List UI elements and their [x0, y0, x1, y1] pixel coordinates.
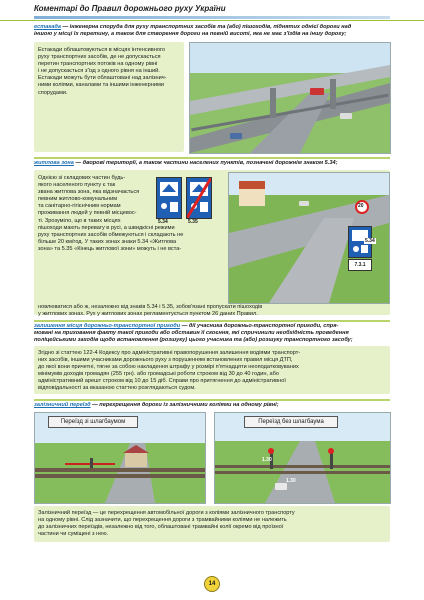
sign-b-label: 5.35: [188, 219, 198, 225]
s2-body-line: новлюватися або ж, незалежно від знаків 5.34 і 5.35, зобов'язані пропускати пішоходів: [38, 304, 263, 310]
s2-body-mid: [38, 225, 224, 253]
divider: [34, 320, 390, 322]
s4-body-line: на одному рівні. Слід зазначити, що перехрещення дороги з трамвайними коліями не належить: [38, 517, 287, 524]
s1-def1: — інженерна споруда для руху транспортних засобів та (або) пішоходів, піднятих однієї дороги над: [60, 24, 352, 30]
s4-def: — перехрещення дороги із залізничними коліями на одному рівні;: [90, 402, 279, 408]
s1-body-line: і не допускається з'їзд з одного рівня на інший.: [38, 68, 160, 75]
s3-term: залишення місця дорожньо-транспортної пригоди: [34, 323, 181, 329]
s3-def-line3: поліцейськими заходів щодо встановлення (розшуку) цього учасника та (або) розшуку транспортного засобу;: [34, 337, 353, 343]
page-number: 14: [204, 576, 220, 592]
marking-label-a: 1.30: [262, 457, 272, 463]
s1-body-line: руху транспортних засобів, де не допускається: [38, 54, 161, 61]
s3-body-line: мінімумів доходів громадян (255 грн). або громадські роботи строком від 30 до 40 годин, або: [38, 371, 279, 378]
s3-def-line1: [34, 323, 390, 330]
s3-def-line2: мовані на приховання факту такої пригоди або обставин її скоєння, які спричинили необхідність проведення: [34, 330, 349, 336]
s1-body-line: Естакади облаштовуються в місцях інтенсивного: [38, 47, 165, 53]
sign-c-label: 5.34: [365, 238, 375, 244]
s2-def-line: [34, 160, 390, 167]
s3-body: [38, 350, 386, 393]
divider: [34, 399, 390, 401]
s2-body-line: певним житлово-комунальним: [38, 196, 118, 203]
s1-body-line: ними коліями, каналами та іншими інженерними: [38, 82, 164, 89]
s4-def-line: [34, 402, 390, 409]
s3-body-line: адміністративний арешт строком від 10 до 15 діб. Справи про притягнення до адміністративної: [38, 378, 286, 385]
s2-body-line: зона» та 5.35 «Кінець житлової зони» можуть і не вста-: [38, 246, 182, 253]
s2-body-line: у житлових зонах. Рух у житлових зонах регламентується пунктом 26 даних Правил.: [38, 311, 258, 318]
header-bar: [34, 16, 390, 19]
s2-body-line: якого населеного пункту є так: [38, 182, 116, 189]
s4-body: [38, 510, 386, 538]
s4-body-line: до залізничних переїздів, незалежно від того, облаштовані трамвайні колії окремо від проїзної: [38, 524, 284, 531]
s2-body-line: Однією зі складових частин будь-: [38, 175, 126, 181]
sign-plate-7-3-1: 7.3.1: [348, 259, 372, 271]
caption-crossing-with-barrier: Переїзд зі шлагбаумом: [48, 416, 138, 428]
sign-living-zone: [156, 177, 182, 219]
s2-def: — дворові території, а також частини населених пунктів, позначені дорожнім знаком 5.34;: [73, 160, 338, 166]
sign-a-label: 5.34: [158, 219, 168, 225]
s2-body-line: руху транспортних засобів обмежуються і складають не: [38, 232, 184, 239]
s4-body-line: Залізничний переїзд — це перехрещення автомобільної дороги з коліями залізничного транспорту: [38, 510, 295, 516]
s3-body-line: Згідно зі статтею 122-4 Кодексу про адміністративні правопорушення залишення водіями транспорт-: [38, 350, 301, 356]
s2-body-narrow: [38, 175, 150, 225]
s1-body-line: Естакади можуть бути облаштовані над залізнич-: [38, 75, 167, 82]
s2-body-full: [38, 304, 386, 318]
page-header: [0, 0, 424, 21]
marking-label-b: 1.30: [286, 478, 296, 484]
s4-body-line: частини чи суміщені з нею.: [38, 531, 109, 538]
s3-body-line: відповідальності за вказаною статтею розглядаються судом.: [38, 385, 196, 392]
s1-term: естакада: [34, 24, 61, 30]
speed-sign-value: 20: [358, 203, 364, 209]
s2-body-line: звана житлова зона, яка відзначається: [38, 189, 140, 196]
s2-body-line: ті. Зрозуміло, що в таких місцях: [38, 217, 121, 224]
s3-body-line: до якої вони причетні, тягне за собою накладення штрафу у розмірі п'ятнадцяти неоподатковуваних: [38, 364, 299, 371]
sign-living-zone-end: [186, 177, 212, 219]
s1-body: [38, 47, 180, 97]
s1-body-line: спорудами.: [38, 89, 68, 96]
s2-body-line: та санітарно-гігієнічним нормам: [38, 203, 121, 210]
s2-body-line: проживання людей у певній місцевос-: [38, 210, 137, 217]
caption-crossing-without-barrier: Переїзд без шлагбаума: [244, 416, 338, 428]
s3-body-line: них засобів, іншими учасниками дорожнього руху з порушенням встановлених правил місця ДТП,: [38, 357, 293, 364]
s4-term: залізничний переїзд: [34, 402, 91, 408]
s3-def1: — дії учасника дорожньо-транспортної пригоди, спря-: [180, 323, 339, 329]
s2-term: житлова зона: [34, 160, 74, 166]
s1-body-line: перетин транспортних потоків на одному рівні: [38, 61, 158, 68]
s2-body-line: більше 20 км/год. У таких зонах знаки 5.34 «Житлова: [38, 239, 177, 246]
s1-def-line1: [34, 24, 390, 31]
divider: [34, 157, 390, 159]
header-title: Коментарі до Правил дорожнього руху України: [34, 4, 226, 13]
s1-def-line2: іншою у місці їх перетину, а також для створення дороги на певній висоті, яка не має з'їздів на іншу дорогу;: [34, 31, 347, 37]
overpass-illustration: [189, 42, 391, 154]
s2-body-line: пішоходи мають перевагу в русі, а швидкісні режими: [38, 225, 175, 231]
